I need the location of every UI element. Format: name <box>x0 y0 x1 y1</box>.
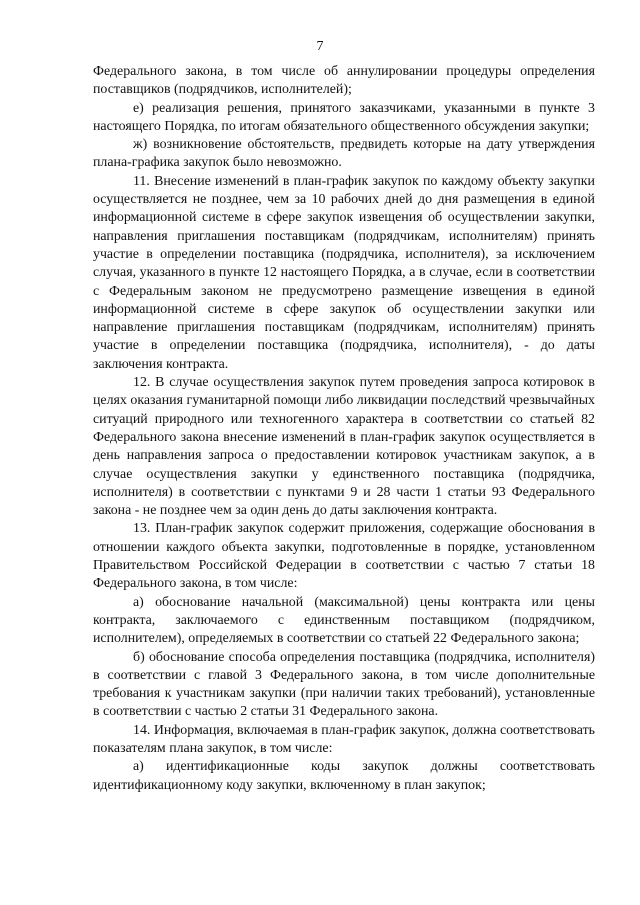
paragraph-item-zh: ж) возникновение обстоятельств, предвидеть которые на дату утверждения плана-графика закупок было невозможно. <box>93 137 595 171</box>
paragraph-14: 14. Информация, включаемая в план-график закупок, должна соответствовать показателям плана закупок, в том числе: <box>93 722 595 756</box>
paragraph-14-item-a: а) идентификационные коды закупок должны соответствовать идентификационному коду закупки, включенному в план закупок; <box>93 759 595 793</box>
paragraph-13-item-a: а) обоснование начальной (максимальной) цены контракта или цены контракта, заключаемого с единственным поставщиком (подрядчиком, исполнителем), определяемых в соответствии со статьей 22 Федерального закона; <box>93 594 595 647</box>
paragraph-continuation: Федерального закона, в том числе об аннулировании процедуры определения поставщиков (подрядчиков, исполнителей); <box>93 64 595 98</box>
page-number: 7 <box>316 39 324 54</box>
document-body <box>93 63 595 795</box>
paragraph-13: 13. План-график закупок содержит приложения, содержащие обоснования в отношении каждого объекта закупки, подготовленные в порядке, установленном Правительством Российской Федерации в соответствии с частью 7 статьи 18 Федерального закона, в том числе: <box>93 521 595 592</box>
paragraph-12: 12. В случае осуществления закупок путем проведения запроса котировок в целях оказания гуманитарной помощи либо ликвидации последствий чрезвычайных ситуаций природного или техногенного характера в соответствии со статьей 82 Федерального закона внесение изменений в план-график закупок осуществляется в день направления запроса о предоставлении котировок участникам закупок, а в случае осуществления закупки у единственного поставщика (подрядчика, исполнителя) в соответствии с пунктами 9 и 28 части 1 статьи 93 Федерального закона - не позднее чем за один день до даты заключения контракта. <box>93 375 595 519</box>
paragraph-13-item-b: б) обоснование способа определения поставщика (подрядчика, исполнителя) в соответствии с главой 3 Федерального закона, в том числе дополнительные требования к участникам закупки (при наличии таких требований), установленные в соответствии с частью 2 статьи 31 Федерального закона. <box>93 649 595 720</box>
paragraph-item-e: е) реализация решения, принятого заказчиками, указанными в пункте 3 настоящего Порядка, по итогам обязательного общественного обсуждения закупки; <box>93 100 595 134</box>
paragraph-11: 11. Внесение изменений в план-график закупок по каждому объекту закупки осуществляется не позднее, чем за 10 рабочих дней до дня размещения в единой информационной системе в сфере закупок извещения об осуществлении закупки, направления приглашения поставщикам (подрядчикам, исполнителям) принять участие в определении поставщика (подрядчика, исполнителя), за исключением случая, указанного в пункте 12 настоящего Порядка, а в случае, если в соответствии с Федеральным законом не предусмотрено размещение извещения в единой информационной системе в сфере закупок об осуществлении закупки или направление приглашения поставщикам (подрядчикам, исполнителям) принять участие в определении поставщика (подрядчика, исполнителя), - до даты заключения контракта. <box>93 173 595 372</box>
